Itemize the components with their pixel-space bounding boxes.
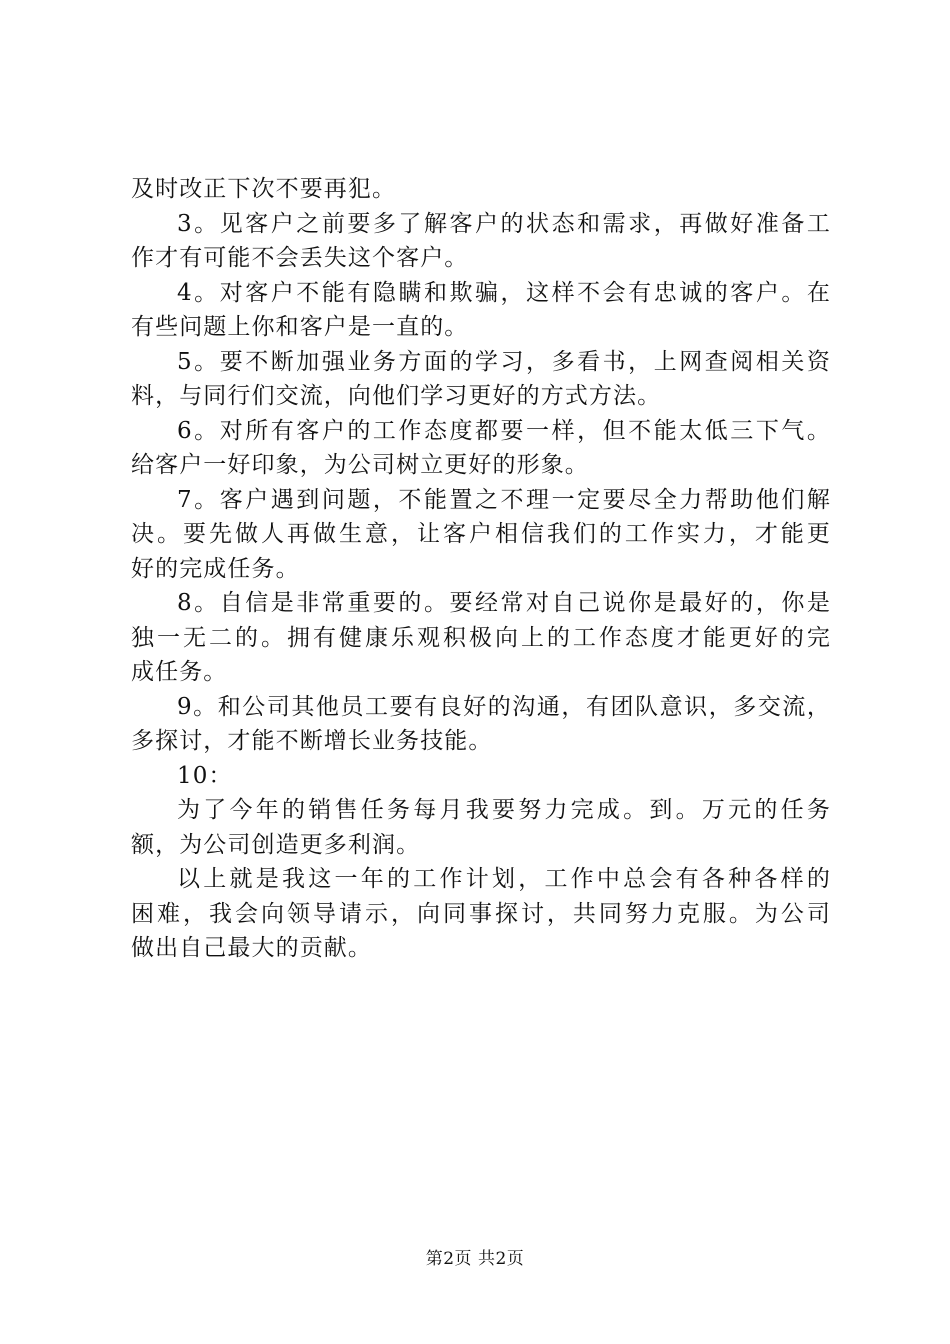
text-line: 7。客户遇到问题，不能置之不理一定要尽全力帮助他们解 xyxy=(177,486,831,513)
text-line: 为了今年的销售任务每月我要努力完成。到。万元的任务 xyxy=(177,797,831,823)
text-line: 8。自信是非常重要的。要经常对自己说你是最好的，你是 xyxy=(177,590,831,616)
text-line: 额，为公司创造更多利润。 xyxy=(131,831,421,858)
text-line: 好的完成任务。 xyxy=(131,555,300,582)
text-line: 有些问题上你和客户是一直的。 xyxy=(131,314,469,340)
text-line: 作才有可能不会丢失这个客户。 xyxy=(131,245,469,271)
text-line: 困难，我会向领导请示，向同事探讨，共同努力克服。为公司 xyxy=(131,900,831,927)
text-line: 及时改正下次不要再犯。 xyxy=(131,176,397,202)
text-line: 决。要先做人再做生意，让客户相信我们的工作实力，才能更 xyxy=(131,521,831,547)
text-line: 成任务。 xyxy=(131,659,228,685)
text-line: 4。对客户不能有隐瞒和欺骗，这样不会有忠诚的客户。在 xyxy=(177,279,831,306)
text-line: 10： xyxy=(177,762,233,789)
text-line: 以上就是我这一年的工作计划，工作中总会有各种各样的 xyxy=(177,866,831,892)
text-line: 6。对所有客户的工作态度都要一样，但不能太低三下气。 xyxy=(177,417,831,444)
text-line: 5。要不断加强业务方面的学习，多看书，上网查阅相关资 xyxy=(177,348,831,375)
page-footer: 第2页 共2页 xyxy=(425,1249,525,1269)
text-line: 料，与同行们交流，向他们学习更好的方式方法。 xyxy=(131,383,662,409)
text-line: 给客户一好印象，为公司树立更好的形象。 xyxy=(131,452,589,478)
text-line: 3。见客户之前要多了解客户的状态和需求，再做好准备工 xyxy=(177,210,831,237)
document-body xyxy=(131,172,831,966)
text-line: 独一无二的。拥有健康乐观积极向上的工作态度才能更好的完 xyxy=(131,624,831,651)
text-line: 多探讨，才能不断增长业务技能。 xyxy=(131,728,493,754)
text-line: 9。和公司其他员工要有良好的沟通，有团队意识，多交流， xyxy=(177,693,831,720)
text-line: 做出自己最大的贡献。 xyxy=(131,935,372,961)
